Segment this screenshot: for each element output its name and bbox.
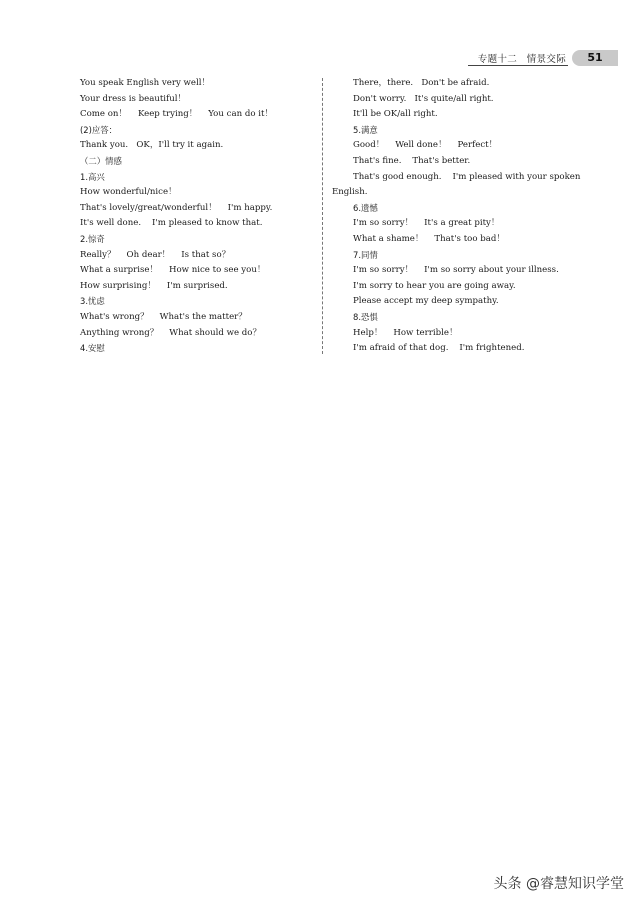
text-line: It'll be OK/all right.: [353, 109, 438, 120]
watermark: 头条 @睿慧知识学堂: [493, 876, 624, 892]
text-line: You speak English very well！: [80, 78, 211, 88]
section-heading: 3.忧虑: [80, 296, 105, 307]
section-heading: 7.同情: [353, 249, 378, 260]
text-line: Come on！ Keep trying！ You can do it！: [80, 109, 274, 120]
text-line: I'm so sorry！ It's a great pity！: [353, 218, 500, 229]
text-line: It's well done. I'm pleased to know that.: [80, 218, 263, 229]
text-line: How surprising！ I'm surprised.: [80, 280, 228, 291]
text-line: I'm afraid of that dog. I'm frightened.: [353, 343, 525, 354]
text-line: What a shame！ That's too bad！: [353, 233, 505, 244]
text-line: Really？ Oh dear！ Is that so？: [80, 249, 231, 260]
text-line: That's fine. That's better.: [353, 155, 471, 166]
text-line: That's lovely/great/wonderful！ I'm happy.: [80, 202, 273, 213]
text-line: Good！ Well done！ Perfect！: [353, 140, 498, 151]
left-column: [80, 76, 315, 357]
page-header: [0, 50, 640, 66]
text-line: I'm sorry to hear you are going away.: [353, 280, 516, 291]
section-heading: 1.高兴: [80, 171, 105, 182]
page-number: 51: [572, 50, 618, 66]
text-line: Don't worry. It's quite/all right.: [353, 93, 494, 104]
section-heading: 8.恐惧: [353, 311, 378, 322]
right-column: [332, 76, 592, 357]
text-line: Your dress is beautiful！: [80, 93, 187, 104]
header-rule: [468, 65, 568, 66]
text-line: Please accept my deep sympathy.: [353, 296, 499, 307]
text-line: Anything wrong？ What should we do？: [80, 327, 262, 338]
text-line: Help！ How terrible！: [353, 327, 458, 338]
text-line: How wonderful/nice！: [80, 187, 177, 198]
header-topic: 专题十二 情景交际: [477, 54, 566, 65]
section-heading: 4.安慰: [80, 343, 105, 354]
text-line: English.: [332, 187, 368, 198]
section-heading: (2)应答：: [80, 124, 117, 135]
section-heading: 2.惊奇: [80, 233, 105, 244]
text-line: Thank you. OK，I'll try it again.: [80, 140, 224, 151]
section-heading: 5.满意: [353, 124, 378, 135]
text-line: What a surprise！ How nice to see you！: [80, 265, 266, 276]
text-line: There，there. Don't be afraid.: [353, 78, 490, 88]
section-heading: （二）情感: [80, 155, 122, 166]
column-divider: [322, 78, 323, 354]
text-line: That's good enough. I'm pleased with your spoken: [353, 171, 581, 182]
section-heading: 6.遗憾: [353, 202, 378, 213]
text-line: I'm so sorry！ I'm so sorry about your illness.: [353, 265, 559, 276]
text-line: What's wrong？ What's the matter？: [80, 311, 247, 322]
